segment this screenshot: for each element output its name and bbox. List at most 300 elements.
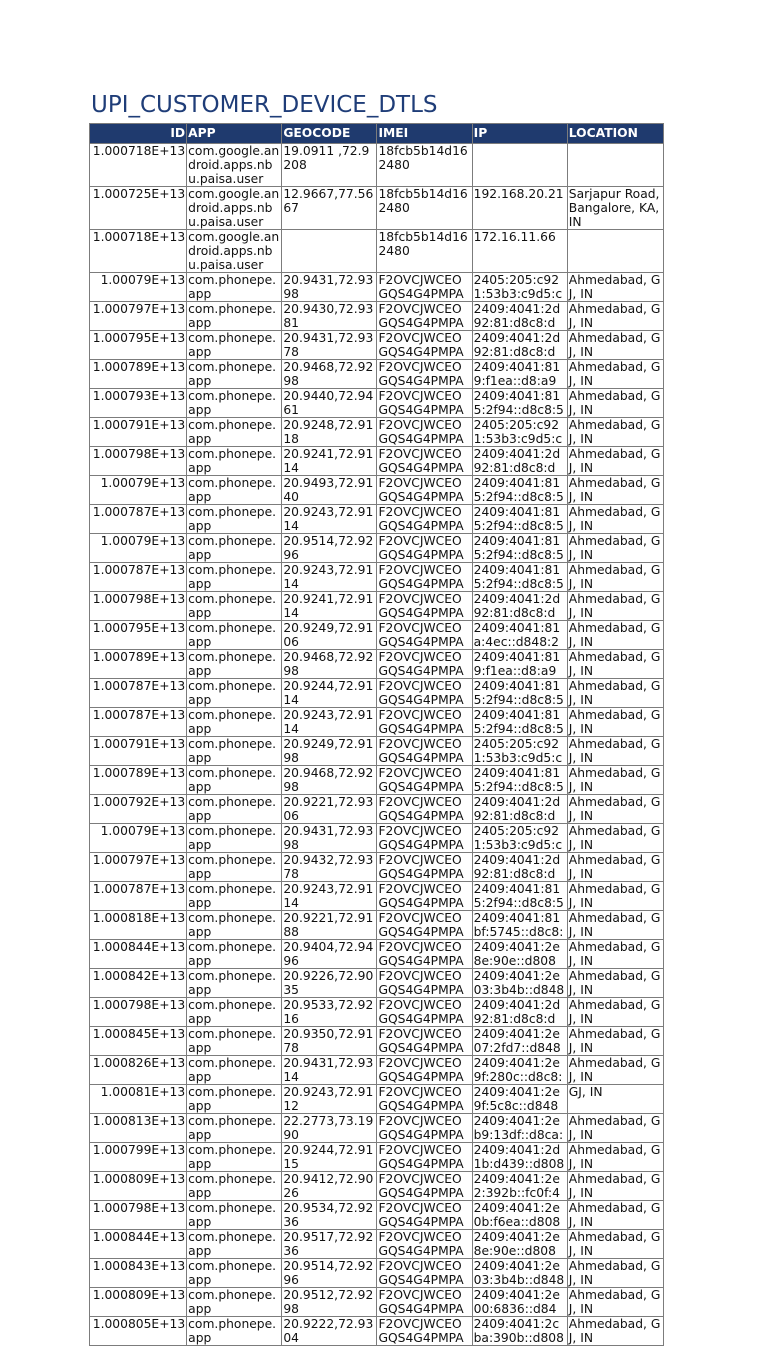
cell-ip[interactable]: [472, 563, 567, 592]
cell-location[interactable]: [567, 230, 663, 273]
cell-location[interactable]: [567, 1027, 663, 1056]
cell-ip[interactable]: [472, 447, 567, 476]
cell-ip[interactable]: [472, 998, 567, 1027]
cell-geocode[interactable]: [282, 940, 377, 969]
cell-app[interactable]: [187, 418, 282, 447]
cell-geocode[interactable]: [282, 1288, 377, 1317]
cell-geocode[interactable]: [282, 824, 377, 853]
cell-ip[interactable]: [472, 187, 567, 230]
cell-id[interactable]: [90, 853, 187, 882]
cell-imei[interactable]: [377, 737, 472, 766]
cell-id[interactable]: [90, 1259, 187, 1288]
cell-app-value: com.phonepe. app: [188, 389, 277, 417]
cell-ip[interactable]: [472, 389, 567, 418]
cell-location[interactable]: [567, 766, 663, 795]
cell-geocode[interactable]: [282, 1056, 377, 1085]
cell-ip[interactable]: [472, 1056, 567, 1085]
cell-id[interactable]: [90, 1201, 187, 1230]
cell-imei-value: F2OVCJWCEO GQS4G4PMPA: [378, 708, 464, 736]
cell-geocode-value: 20.9533,72.92 16: [283, 998, 374, 1026]
cell-location[interactable]: [567, 737, 663, 766]
cell-location-value: Sarjapur Road, Bangalore, KA, IN: [568, 187, 660, 229]
cell-id[interactable]: [90, 1143, 187, 1172]
cell-app[interactable]: [187, 1027, 282, 1056]
cell-imei[interactable]: [377, 418, 472, 447]
cell-location[interactable]: [567, 302, 663, 331]
cell-geocode[interactable]: [282, 1172, 377, 1201]
cell-location-value: Ahmedabad, GJ, IN: [568, 360, 661, 388]
cell-ip[interactable]: [472, 331, 567, 360]
cell-id[interactable]: [90, 534, 187, 563]
cell-imei[interactable]: [377, 1056, 472, 1085]
cell-app[interactable]: [187, 1317, 282, 1346]
cell-imei[interactable]: [377, 940, 472, 969]
table-row: [90, 360, 664, 389]
cell-id[interactable]: [90, 708, 187, 737]
cell-id[interactable]: [90, 1027, 187, 1056]
cell-app[interactable]: [187, 187, 282, 230]
cell-ip[interactable]: [472, 1288, 567, 1317]
cell-id[interactable]: [90, 187, 187, 230]
cell-app[interactable]: [187, 563, 282, 592]
cell-location[interactable]: [567, 708, 663, 737]
cell-ip[interactable]: [472, 144, 567, 187]
cell-ip[interactable]: [472, 1143, 567, 1172]
cell-imei[interactable]: [377, 998, 472, 1027]
cell-id[interactable]: [90, 911, 187, 940]
cell-geocode[interactable]: [282, 1259, 377, 1288]
cell-location[interactable]: [567, 1172, 663, 1201]
cell-app[interactable]: [187, 273, 282, 302]
cell-ip[interactable]: [472, 302, 567, 331]
cell-geocode-value: 20.9412,72.90 26: [283, 1172, 374, 1200]
cell-ip[interactable]: [472, 708, 567, 737]
cell-ip[interactable]: [472, 940, 567, 969]
cell-location[interactable]: [567, 389, 663, 418]
cell-geocode[interactable]: [282, 1085, 377, 1114]
cell-imei-value: 18fcb5b14d16 2480: [378, 144, 468, 172]
cell-location[interactable]: [567, 1085, 663, 1114]
cell-app-value: com.phonepe. app: [188, 476, 277, 504]
cell-app[interactable]: [187, 1143, 282, 1172]
cell-ip[interactable]: [472, 679, 567, 708]
cell-imei[interactable]: [377, 708, 472, 737]
cell-geocode[interactable]: [282, 389, 377, 418]
cell-app[interactable]: [187, 1259, 282, 1288]
cell-geocode-value: 20.9517,72.92 36: [283, 1230, 374, 1258]
column-header-id[interactable]: ID: [90, 124, 187, 144]
cell-imei-value: F2OVCJWCEO GQS4G4PMPA: [378, 1317, 464, 1345]
cell-imei-value: F2OVCJWCEO GQS4G4PMPA: [378, 824, 464, 852]
cell-location-value: Ahmedabad, GJ, IN: [568, 1027, 661, 1055]
cell-location[interactable]: [567, 1317, 663, 1346]
cell-location[interactable]: [567, 1201, 663, 1230]
cell-id[interactable]: [90, 331, 187, 360]
cell-ip[interactable]: [472, 650, 567, 679]
cell-app[interactable]: [187, 882, 282, 911]
cell-geocode[interactable]: [282, 187, 377, 230]
cell-app-value: com.phonepe. app: [188, 360, 277, 388]
cell-imei[interactable]: [377, 1085, 472, 1114]
cell-ip[interactable]: [472, 360, 567, 389]
cell-ip[interactable]: [472, 824, 567, 853]
cell-location[interactable]: [567, 418, 663, 447]
cell-geocode[interactable]: [282, 418, 377, 447]
cell-imei[interactable]: [377, 766, 472, 795]
cell-app[interactable]: [187, 476, 282, 505]
cell-geocode[interactable]: [282, 360, 377, 389]
cell-app[interactable]: [187, 679, 282, 708]
cell-geocode[interactable]: [282, 563, 377, 592]
cell-id[interactable]: [90, 766, 187, 795]
cell-geocode[interactable]: [282, 302, 377, 331]
cell-location-value: Ahmedabad, GJ, IN: [568, 1201, 661, 1229]
cell-location[interactable]: [567, 969, 663, 998]
cell-location[interactable]: [567, 1230, 663, 1259]
cell-location[interactable]: [567, 187, 663, 230]
cell-id[interactable]: [90, 679, 187, 708]
cell-geocode-value: 20.9244,72.91 15: [283, 1143, 374, 1171]
cell-app[interactable]: [187, 1201, 282, 1230]
cell-imei-value: F2OVCJWCEO GQS4G4PMPA: [378, 534, 464, 562]
cell-id[interactable]: [90, 737, 187, 766]
cell-ip[interactable]: [472, 1172, 567, 1201]
cell-location[interactable]: [567, 621, 663, 650]
cell-ip[interactable]: [472, 476, 567, 505]
cell-app-value: com.google.an droid.apps.nb u.paisa.user: [188, 187, 280, 229]
cell-imei[interactable]: [377, 650, 472, 679]
cell-id-value: 1.00079E+13: [100, 476, 186, 490]
cell-app[interactable]: [187, 650, 282, 679]
cell-app[interactable]: [187, 824, 282, 853]
cell-imei[interactable]: [377, 534, 472, 563]
cell-geocode[interactable]: [282, 1201, 377, 1230]
cell-location[interactable]: [567, 911, 663, 940]
cell-imei[interactable]: [377, 1114, 472, 1143]
cell-app[interactable]: [187, 389, 282, 418]
cell-location-value: Ahmedabad, GJ, IN: [568, 389, 661, 417]
cell-id[interactable]: [90, 418, 187, 447]
cell-ip[interactable]: [472, 853, 567, 882]
cell-id[interactable]: [90, 563, 187, 592]
cell-id[interactable]: [90, 505, 187, 534]
cell-geocode-value: 22.2773,73.19 90: [283, 1114, 374, 1142]
cell-imei[interactable]: [377, 1143, 472, 1172]
cell-geocode[interactable]: [282, 998, 377, 1027]
cell-imei[interactable]: [377, 1288, 472, 1317]
cell-geocode[interactable]: [282, 476, 377, 505]
cell-id[interactable]: [90, 1085, 187, 1114]
cell-id[interactable]: [90, 1114, 187, 1143]
cell-geocode[interactable]: [282, 737, 377, 766]
cell-ip[interactable]: [472, 766, 567, 795]
cell-id[interactable]: [90, 592, 187, 621]
cell-ip[interactable]: [472, 1201, 567, 1230]
cell-id[interactable]: [90, 940, 187, 969]
cell-app[interactable]: [187, 505, 282, 534]
cell-id[interactable]: [90, 447, 187, 476]
cell-id[interactable]: [90, 1230, 187, 1259]
cell-location[interactable]: [567, 447, 663, 476]
cell-location-value: Ahmedabad, GJ, IN: [568, 969, 661, 997]
cell-app[interactable]: [187, 331, 282, 360]
cell-geocode[interactable]: [282, 592, 377, 621]
cell-id[interactable]: [90, 1288, 187, 1317]
cell-location-value: GJ, IN: [568, 1085, 603, 1099]
table-row: [90, 853, 664, 882]
cell-imei[interactable]: [377, 144, 472, 187]
cell-location[interactable]: [567, 505, 663, 534]
cell-location[interactable]: [567, 824, 663, 853]
cell-app[interactable]: [187, 1114, 282, 1143]
cell-location[interactable]: [567, 592, 663, 621]
cell-imei[interactable]: [377, 882, 472, 911]
cell-app[interactable]: [187, 708, 282, 737]
cell-app[interactable]: [187, 1288, 282, 1317]
cell-imei[interactable]: [377, 273, 472, 302]
cell-app[interactable]: [187, 940, 282, 969]
cell-ip[interactable]: [472, 1230, 567, 1259]
cell-imei-value: F2OVCJWCEO GQS4G4PMPA: [378, 592, 464, 620]
cell-geocode[interactable]: [282, 650, 377, 679]
cell-id[interactable]: [90, 273, 187, 302]
cell-geocode[interactable]: [282, 969, 377, 998]
cell-id[interactable]: [90, 998, 187, 1027]
cell-geocode-value: 20.9249,72.91 06: [283, 621, 374, 649]
cell-app[interactable]: [187, 998, 282, 1027]
cell-imei[interactable]: [377, 331, 472, 360]
cell-geocode[interactable]: [282, 679, 377, 708]
cell-geocode[interactable]: [282, 795, 377, 824]
cell-location-value: Ahmedabad, GJ, IN: [568, 476, 661, 504]
cell-geocode-value: 12.9667,77.56 67: [283, 187, 374, 215]
cell-geocode-value: 20.9514,72.92 96: [283, 534, 374, 562]
cell-location[interactable]: [567, 331, 663, 360]
cell-id[interactable]: [90, 824, 187, 853]
cell-imei[interactable]: [377, 853, 472, 882]
cell-app[interactable]: [187, 1085, 282, 1114]
cell-ip[interactable]: [472, 882, 567, 911]
cell-ip[interactable]: [472, 592, 567, 621]
cell-geocode-value: 20.9243,72.91 14: [283, 563, 374, 591]
cell-app[interactable]: [187, 621, 282, 650]
cell-imei-value: F2OVCJWCEO GQS4G4PMPA: [378, 1114, 464, 1142]
cell-location[interactable]: [567, 795, 663, 824]
cell-geocode[interactable]: [282, 331, 377, 360]
cell-location[interactable]: [567, 679, 663, 708]
cell-geocode[interactable]: [282, 1027, 377, 1056]
cell-ip[interactable]: [472, 621, 567, 650]
cell-app[interactable]: [187, 360, 282, 389]
cell-location[interactable]: [567, 1143, 663, 1172]
cell-imei[interactable]: [377, 1201, 472, 1230]
cell-ip[interactable]: [472, 273, 567, 302]
column-header-location[interactable]: LOCATION: [567, 124, 663, 144]
cell-ip[interactable]: [472, 418, 567, 447]
cell-ip[interactable]: [472, 911, 567, 940]
cell-location[interactable]: [567, 360, 663, 389]
cell-location-value: Ahmedabad, GJ, IN: [568, 302, 661, 330]
cell-imei[interactable]: [377, 476, 472, 505]
cell-id[interactable]: [90, 230, 187, 273]
cell-location[interactable]: [567, 882, 663, 911]
cell-location-value: Ahmedabad, GJ, IN: [568, 1172, 661, 1200]
cell-location[interactable]: [567, 1288, 663, 1317]
cell-app[interactable]: [187, 592, 282, 621]
cell-id[interactable]: [90, 1317, 187, 1346]
cell-ip[interactable]: [472, 1027, 567, 1056]
cell-geocode[interactable]: [282, 1114, 377, 1143]
cell-location[interactable]: [567, 534, 663, 563]
cell-imei[interactable]: [377, 1172, 472, 1201]
cell-location[interactable]: [567, 273, 663, 302]
cell-location[interactable]: [567, 853, 663, 882]
cell-ip[interactable]: [472, 795, 567, 824]
cell-app[interactable]: [187, 1172, 282, 1201]
cell-geocode[interactable]: [282, 273, 377, 302]
cell-ip-value: 2409:4041:81 5:2f94::d8c8:5: [473, 476, 564, 504]
cell-geocode[interactable]: [282, 447, 377, 476]
cell-id[interactable]: [90, 389, 187, 418]
cell-id[interactable]: [90, 144, 187, 187]
cell-geocode[interactable]: [282, 911, 377, 940]
cell-geocode[interactable]: [282, 708, 377, 737]
cell-id[interactable]: [90, 650, 187, 679]
cell-location[interactable]: [567, 476, 663, 505]
cell-geocode-value: 20.9514,72.92 96: [283, 1259, 374, 1287]
cell-ip-value: 2409:4041:2d 92:81:d8c8:d: [473, 447, 561, 475]
cell-app[interactable]: [187, 302, 282, 331]
cell-imei-value: F2OVCJWCEO GQS4G4PMPA: [378, 940, 464, 968]
cell-location[interactable]: [567, 1056, 663, 1085]
cell-id[interactable]: [90, 476, 187, 505]
cell-app-value: com.phonepe. app: [188, 302, 277, 330]
table-row: [90, 882, 664, 911]
cell-imei-value: F2OVCJWCEO GQS4G4PMPA: [378, 650, 464, 678]
table-row: [90, 940, 664, 969]
cell-imei[interactable]: [377, 563, 472, 592]
cell-app[interactable]: [187, 1230, 282, 1259]
cell-app[interactable]: [187, 795, 282, 824]
cell-imei[interactable]: [377, 911, 472, 940]
cell-app-value: com.phonepe. app: [188, 766, 277, 794]
table-row: [90, 187, 664, 230]
cell-app[interactable]: [187, 969, 282, 998]
cell-imei[interactable]: [377, 230, 472, 273]
cell-ip[interactable]: [472, 1085, 567, 1114]
cell-location[interactable]: [567, 650, 663, 679]
table-row: [90, 1114, 664, 1143]
cell-location[interactable]: [567, 940, 663, 969]
cell-imei[interactable]: [377, 187, 472, 230]
cell-geocode[interactable]: [282, 505, 377, 534]
cell-geocode[interactable]: [282, 534, 377, 563]
cell-ip[interactable]: [472, 505, 567, 534]
cell-geocode[interactable]: [282, 230, 377, 273]
cell-ip[interactable]: [472, 969, 567, 998]
column-header-geocode[interactable]: GEOCODE: [282, 124, 377, 144]
cell-app-value: com.phonepe. app: [188, 1085, 277, 1113]
cell-imei-value: F2OVCJWCEO GQS4G4PMPA: [378, 476, 464, 504]
column-header-ip[interactable]: IP: [472, 124, 567, 144]
cell-app[interactable]: [187, 853, 282, 882]
cell-imei[interactable]: [377, 1259, 472, 1288]
cell-id[interactable]: [90, 795, 187, 824]
cell-id[interactable]: [90, 302, 187, 331]
cell-ip[interactable]: [472, 1259, 567, 1288]
cell-ip[interactable]: [472, 737, 567, 766]
cell-location[interactable]: [567, 1114, 663, 1143]
cell-id[interactable]: [90, 621, 187, 650]
cell-geocode-value: 20.9241,72.91 14: [283, 592, 374, 620]
cell-imei[interactable]: [377, 360, 472, 389]
cell-imei[interactable]: [377, 302, 472, 331]
cell-id[interactable]: [90, 1056, 187, 1085]
cell-imei[interactable]: [377, 795, 472, 824]
cell-geocode[interactable]: [282, 882, 377, 911]
cell-location-value: Ahmedabad, GJ, IN: [568, 447, 661, 475]
cell-geocode[interactable]: [282, 1143, 377, 1172]
cell-app[interactable]: [187, 766, 282, 795]
cell-location[interactable]: [567, 998, 663, 1027]
cell-imei[interactable]: [377, 1027, 472, 1056]
cell-imei[interactable]: [377, 1230, 472, 1259]
cell-app[interactable]: [187, 1056, 282, 1085]
cell-id[interactable]: [90, 882, 187, 911]
cell-imei[interactable]: [377, 592, 472, 621]
cell-imei[interactable]: [377, 447, 472, 476]
cell-ip[interactable]: [472, 1114, 567, 1143]
column-header-imei[interactable]: IMEI: [377, 124, 472, 144]
cell-location[interactable]: [567, 144, 663, 187]
cell-location-value: Ahmedabad, GJ, IN: [568, 331, 661, 359]
cell-geocode[interactable]: [282, 1230, 377, 1259]
cell-imei[interactable]: [377, 969, 472, 998]
cell-app[interactable]: [187, 447, 282, 476]
cell-app-value: com.google.an droid.apps.nb u.paisa.user: [188, 144, 280, 186]
cell-app-value: com.phonepe. app: [188, 998, 277, 1026]
cell-imei[interactable]: [377, 679, 472, 708]
cell-geocode-value: 20.9244,72.91 14: [283, 679, 374, 707]
cell-app[interactable]: [187, 737, 282, 766]
cell-ip[interactable]: [472, 534, 567, 563]
cell-app[interactable]: [187, 144, 282, 187]
cell-imei[interactable]: [377, 505, 472, 534]
cell-geocode[interactable]: [282, 621, 377, 650]
cell-geocode[interactable]: [282, 144, 377, 187]
column-header-app[interactable]: APP: [187, 124, 282, 144]
cell-imei[interactable]: [377, 1317, 472, 1346]
cell-geocode[interactable]: [282, 766, 377, 795]
cell-app[interactable]: [187, 534, 282, 563]
cell-imei[interactable]: [377, 389, 472, 418]
cell-geocode[interactable]: [282, 853, 377, 882]
cell-location[interactable]: [567, 1259, 663, 1288]
cell-geocode-value: 20.9493,72.91 40: [283, 476, 374, 504]
cell-ip[interactable]: [472, 230, 567, 273]
cell-app[interactable]: [187, 911, 282, 940]
cell-id[interactable]: [90, 1172, 187, 1201]
cell-ip[interactable]: [472, 1317, 567, 1346]
cell-geocode[interactable]: [282, 1317, 377, 1346]
cell-imei[interactable]: [377, 621, 472, 650]
cell-app[interactable]: [187, 230, 282, 273]
cell-ip-value: 2409:4041:2d 92:81:d8c8:d: [473, 853, 561, 881]
cell-location[interactable]: [567, 563, 663, 592]
cell-imei[interactable]: [377, 824, 472, 853]
cell-id[interactable]: [90, 969, 187, 998]
cell-id[interactable]: [90, 360, 187, 389]
